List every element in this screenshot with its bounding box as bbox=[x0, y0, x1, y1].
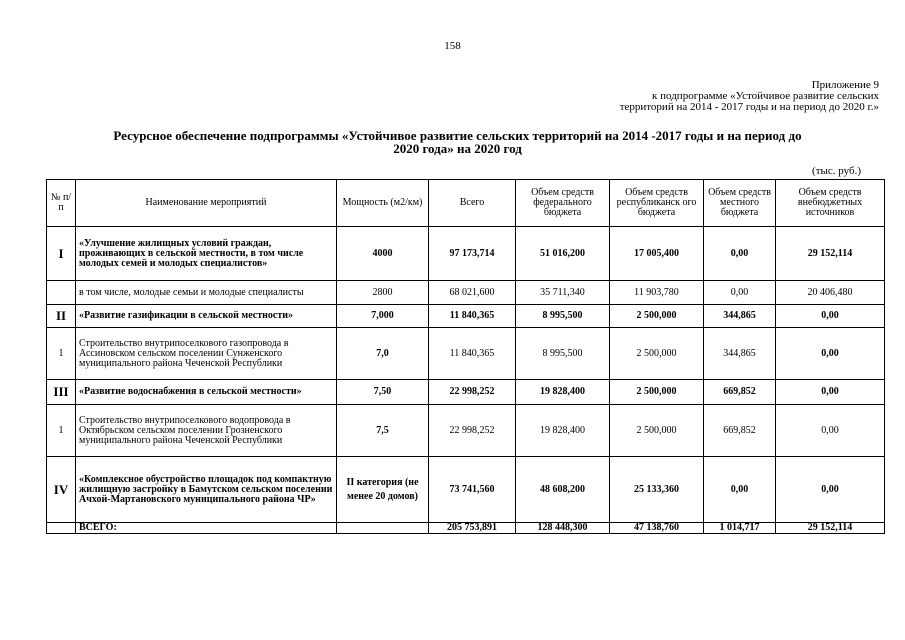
row-capacity: 7,000 bbox=[337, 305, 429, 328]
row-extra: 29 152,114 bbox=[776, 227, 885, 281]
header-capacity: Мощность (м2/км) bbox=[337, 180, 429, 227]
row-name: «Развитие водоснабжения в сельской местности» bbox=[76, 380, 337, 405]
row-total: 73 741,560 bbox=[429, 457, 516, 523]
row-federal: 48 608,200 bbox=[516, 457, 610, 523]
row-federal: 35 711,340 bbox=[516, 281, 610, 305]
row-local: 344,865 bbox=[704, 328, 776, 380]
row-name: «Комплексное обустройство площадок под компактную жилищную застройку в Бамутском сельском поселении Ачхой-Мартановского муниципального района ЧР» bbox=[76, 457, 337, 523]
total-republic: 47 138,760 bbox=[610, 523, 704, 534]
total-local: 1 014,717 bbox=[704, 523, 776, 534]
total-federal: 128 448,300 bbox=[516, 523, 610, 534]
appendix-line-2: к подпрограмме «Устойчивое развитие сельских bbox=[652, 90, 879, 102]
appendix-note bbox=[620, 80, 879, 113]
row-federal: 19 828,400 bbox=[516, 405, 610, 457]
row-capacity: 4000 bbox=[337, 227, 429, 281]
row-extra: 0,00 bbox=[776, 328, 885, 380]
header-federal: Объем средств федерального бюджета bbox=[516, 180, 610, 227]
appendix-line-1: Приложение 9 bbox=[811, 79, 879, 91]
total-num bbox=[47, 523, 76, 534]
row-extra: 0,00 bbox=[776, 305, 885, 328]
row-republic: 11 903,780 bbox=[610, 281, 704, 305]
row-local: 344,865 bbox=[704, 305, 776, 328]
row-republic: 17 005,400 bbox=[610, 227, 704, 281]
row-republic: 2 500,000 bbox=[610, 405, 704, 457]
document-title bbox=[40, 129, 875, 155]
title-line-1: Ресурсное обеспечение подпрограммы «Устойчивое развитие сельских территорий на 2014 -2017 годы и на период до bbox=[113, 128, 802, 143]
row-capacity: 7,50 bbox=[337, 380, 429, 405]
row-local: 0,00 bbox=[704, 227, 776, 281]
row-capacity: 7,5 bbox=[337, 405, 429, 457]
title-line-2: 2020 года» на 2020 год bbox=[393, 141, 522, 156]
row-extra: 20 406,480 bbox=[776, 281, 885, 305]
row-local: 0,00 bbox=[704, 457, 776, 523]
page-number: 158 bbox=[444, 40, 461, 52]
row-total: 68 021,600 bbox=[429, 281, 516, 305]
row-total: 97 173,714 bbox=[429, 227, 516, 281]
row-extra: 0,00 bbox=[776, 457, 885, 523]
row-federal: 8 995,500 bbox=[516, 328, 610, 380]
table-row bbox=[47, 457, 885, 523]
appendix-line-3: территорий на 2014 - 2017 годы и на период до 2020 г.» bbox=[619, 101, 879, 113]
row-local: 0,00 bbox=[704, 281, 776, 305]
row-num: IV bbox=[47, 457, 76, 523]
row-total: 22 998,252 bbox=[429, 405, 516, 457]
table-row bbox=[47, 305, 885, 328]
row-total: 22 998,252 bbox=[429, 380, 516, 405]
row-name: Строительство внутрипоселкового водопровода в Октябрьском сельском поселении Грозненского муниципального района Чеченской Республики bbox=[76, 405, 337, 457]
row-republic: 2 500,000 bbox=[610, 328, 704, 380]
row-total: 11 840,365 bbox=[429, 305, 516, 328]
header-local: Объем средств местного бюджета bbox=[704, 180, 776, 227]
total-label: ВСЕГО: bbox=[76, 523, 337, 534]
row-num: II bbox=[47, 305, 76, 328]
table-row bbox=[47, 281, 885, 305]
row-federal: 19 828,400 bbox=[516, 380, 610, 405]
row-capacity: 2800 bbox=[337, 281, 429, 305]
row-num: 1 bbox=[47, 328, 76, 380]
units-label: (тыс. руб.) bbox=[812, 165, 861, 177]
row-num: I bbox=[47, 227, 76, 281]
total-total: 205 753,891 bbox=[429, 523, 516, 534]
row-num: III bbox=[47, 380, 76, 405]
row-republic: 2 500,000 bbox=[610, 380, 704, 405]
table-row bbox=[47, 405, 885, 457]
row-capacity: II категория (не менее 20 домов) bbox=[337, 457, 429, 523]
header-num: № п/ п bbox=[47, 180, 76, 227]
row-local: 669,852 bbox=[704, 380, 776, 405]
row-republic: 2 500,000 bbox=[610, 305, 704, 328]
row-name: Строительство внутрипоселкового газопровода в Ассиновском сельском поселении Сунженского муниципального района Чеченской Республики bbox=[76, 328, 337, 380]
row-total: 11 840,365 bbox=[429, 328, 516, 380]
row-num: 1 bbox=[47, 405, 76, 457]
header-total: Всего bbox=[429, 180, 516, 227]
row-name: в том числе, молодые семьи и молодые специалисты bbox=[76, 281, 337, 305]
row-federal: 8 995,500 bbox=[516, 305, 610, 328]
table-row bbox=[47, 380, 885, 405]
total-extra: 29 152,114 bbox=[776, 523, 885, 534]
row-extra: 0,00 bbox=[776, 405, 885, 457]
table-row bbox=[47, 328, 885, 380]
table-header-row bbox=[47, 180, 885, 227]
row-republic: 25 133,360 bbox=[610, 457, 704, 523]
row-local: 669,852 bbox=[704, 405, 776, 457]
header-name: Наименование мероприятий bbox=[76, 180, 337, 227]
row-federal: 51 016,200 bbox=[516, 227, 610, 281]
total-capacity bbox=[337, 523, 429, 534]
table-row bbox=[47, 227, 885, 281]
resource-table bbox=[46, 179, 885, 534]
row-capacity: 7,0 bbox=[337, 328, 429, 380]
row-name: «Улучшение жилищных условий граждан, проживающих в сельской местности, в том числе молодых семей и молодых специалистов» bbox=[76, 227, 337, 281]
row-extra: 0,00 bbox=[776, 380, 885, 405]
table-total-row bbox=[47, 523, 885, 534]
row-num bbox=[47, 281, 76, 305]
header-extra: Объем средств внебюджетных источников bbox=[776, 180, 885, 227]
header-republic: Объем средств республиканск ого бюджета bbox=[610, 180, 704, 227]
row-name: «Развитие газификации в сельской местности» bbox=[76, 305, 337, 328]
